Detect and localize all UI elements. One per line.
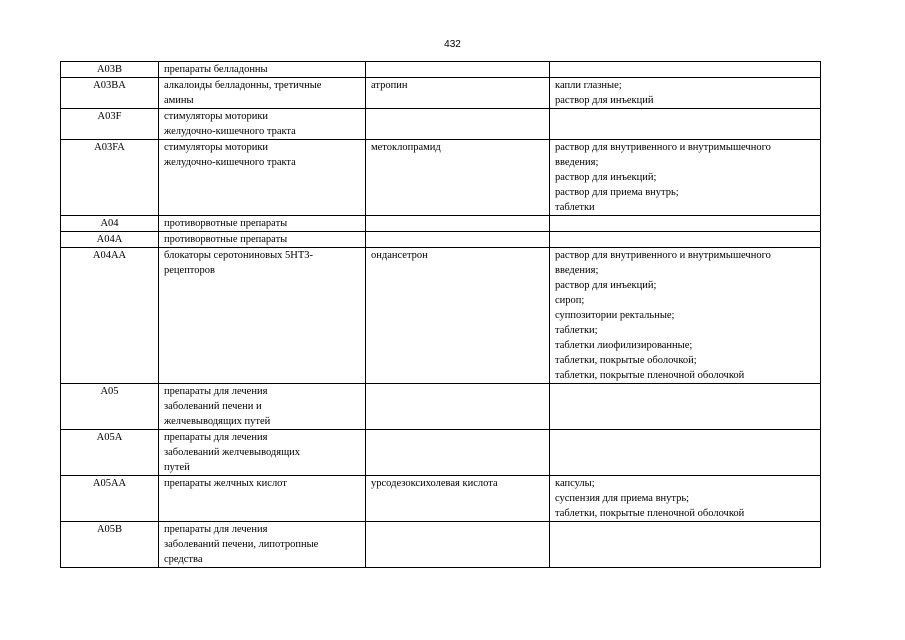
dosage-forms-line: сироп;: [555, 295, 585, 306]
drug-name-cell: [366, 78, 550, 109]
drug-name-cell: [366, 430, 550, 476]
drug-name-cell: [366, 232, 550, 248]
group-name-line: стимуляторы моторики: [164, 111, 269, 122]
group-name-line: заболеваний желчевыводящих: [164, 447, 301, 458]
dosage-forms-cell: [550, 78, 821, 109]
dosage-forms-line: раствор для внутривенного и внутримышечного: [555, 142, 771, 153]
page-number: 432: [444, 39, 461, 50]
group-name-cell: [159, 384, 366, 430]
group-name-line: противорвотные препараты: [164, 234, 288, 245]
dosage-forms-cell: [550, 430, 821, 476]
atc-code-cell: A04A: [61, 232, 159, 248]
group-name-cell: [159, 140, 366, 216]
table-row: [61, 248, 821, 384]
group-name-cell: [159, 522, 366, 568]
dosage-forms-line: введения;: [555, 265, 599, 276]
drug-name-cell: [366, 522, 550, 568]
drug-name-line: атропин: [371, 80, 408, 91]
dosage-forms-line: раствор для инъекций: [555, 95, 654, 106]
group-name-cell: [159, 430, 366, 476]
group-name-line: противорвотные препараты: [164, 218, 288, 229]
group-name-cell: [159, 216, 366, 232]
table-row: [61, 216, 821, 232]
drug-name-cell: [366, 62, 550, 78]
dosage-forms-cell: [550, 232, 821, 248]
atc-code-cell: A03BA: [61, 78, 159, 109]
dosage-forms-cell: [550, 109, 821, 140]
group-name-line: препараты для лечения: [164, 524, 268, 535]
group-name-cell: [159, 476, 366, 522]
group-name-line: заболеваний печени, липотропные: [164, 539, 319, 550]
drug-name-line: метоклопрамид: [371, 142, 441, 153]
group-name-line: путей: [164, 462, 190, 473]
dosage-forms-line: капсулы;: [555, 478, 595, 489]
group-name-line: препараты для лечения: [164, 432, 268, 443]
atc-code-cell: A05B: [61, 522, 159, 568]
dosage-forms-line: таблетки, покрытые пленочной оболочкой: [555, 508, 745, 519]
dosage-forms-line: таблетки, покрытые оболочкой;: [555, 355, 697, 366]
dosage-forms-line: раствор для приема внутрь;: [555, 187, 679, 198]
dosage-forms-line: раствор для внутривенного и внутримышечного: [555, 250, 771, 261]
dosage-forms-line: раствор для инъекций;: [555, 280, 657, 291]
table-row: [61, 522, 821, 568]
group-name-line: желудочно-кишечного тракта: [164, 157, 296, 168]
group-name-line: желчевыводящих путей: [164, 416, 271, 427]
table-row: [61, 62, 821, 78]
atc-code-cell: A04AA: [61, 248, 159, 384]
group-name-line: алкалоиды белладонны, третичные: [164, 80, 322, 91]
dosage-forms-line: таблетки;: [555, 325, 598, 336]
group-name-cell: [159, 62, 366, 78]
table-row: [61, 232, 821, 248]
dosage-forms-line: суппозитории ректальные;: [555, 310, 675, 321]
dosage-forms-line: таблетки лиофилизированные;: [555, 340, 693, 351]
drug-classification-table: [60, 61, 821, 568]
group-name-cell: [159, 78, 366, 109]
table-row: [61, 430, 821, 476]
drug-name-cell: [366, 476, 550, 522]
dosage-forms-line: таблетки: [555, 202, 595, 213]
drug-name-cell: [366, 109, 550, 140]
drug-name-cell: [366, 216, 550, 232]
dosage-forms-line: раствор для инъекций;: [555, 172, 657, 183]
dosage-forms-cell: [550, 476, 821, 522]
dosage-forms-line: капли глазные;: [555, 80, 622, 91]
atc-code-cell: A03F: [61, 109, 159, 140]
group-name-line: стимуляторы моторики: [164, 142, 269, 153]
group-name-line: желудочно-кишечного тракта: [164, 126, 296, 137]
group-name-cell: [159, 232, 366, 248]
table-row: [61, 140, 821, 216]
group-name-line: препараты желчных кислот: [164, 478, 287, 489]
group-name-line: рецепторов: [164, 265, 215, 276]
table-row: [61, 476, 821, 522]
group-name-line: препараты белладонны: [164, 64, 268, 75]
table-row: [61, 78, 821, 109]
dosage-forms-line: введения;: [555, 157, 599, 168]
atc-code-cell: A03B: [61, 62, 159, 78]
dosage-forms-cell: [550, 216, 821, 232]
dosage-forms-line: суспензия для приема внутрь;: [555, 493, 690, 504]
group-name-line: блокаторы серотониновых 5HT3-: [164, 250, 314, 261]
dosage-forms-line: таблетки, покрытые пленочной оболочкой: [555, 370, 745, 381]
table-body: [61, 62, 821, 568]
dosage-forms-cell: [550, 140, 821, 216]
group-name-cell: [159, 109, 366, 140]
drug-name-cell: [366, 384, 550, 430]
atc-code-cell: A05A: [61, 430, 159, 476]
dosage-forms-cell: [550, 384, 821, 430]
drug-name-line: урсодезоксихолевая кислота: [371, 478, 498, 489]
dosage-forms-cell: [550, 522, 821, 568]
group-name-cell: [159, 248, 366, 384]
atc-code-cell: A03FA: [61, 140, 159, 216]
group-name-line: заболеваний печени и: [164, 401, 262, 412]
group-name-line: препараты для лечения: [164, 386, 268, 397]
atc-code-cell: A05AA: [61, 476, 159, 522]
dosage-forms-cell: [550, 62, 821, 78]
table-row: [61, 109, 821, 140]
atc-code-cell: A04: [61, 216, 159, 232]
drug-name-cell: [366, 140, 550, 216]
atc-code-cell: A05: [61, 384, 159, 430]
drug-name-line: ондансетрон: [371, 250, 428, 261]
drug-name-cell: [366, 248, 550, 384]
dosage-forms-cell: [550, 248, 821, 384]
group-name-line: средства: [164, 554, 203, 565]
group-name-line: амины: [164, 95, 194, 106]
table-row: [61, 384, 821, 430]
